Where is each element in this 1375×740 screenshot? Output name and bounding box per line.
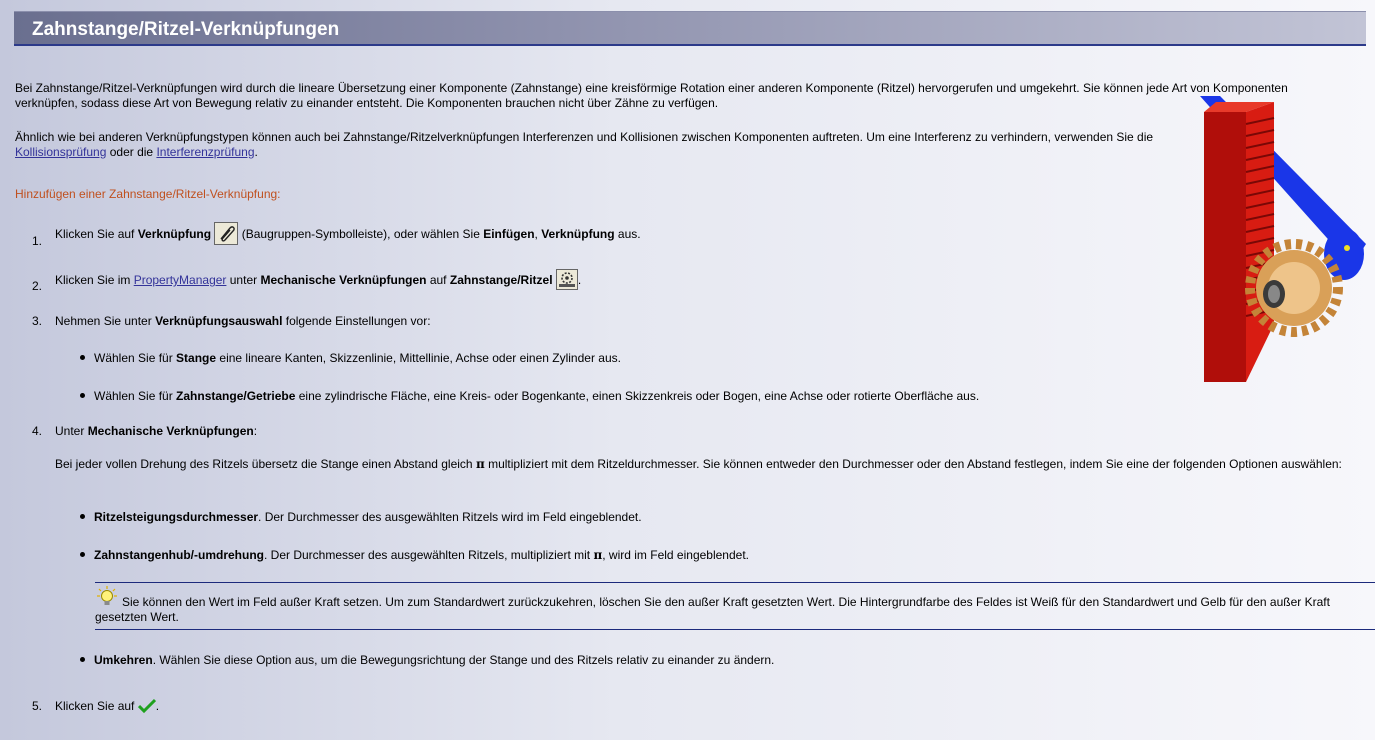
step-3-bullet-2 [94, 389, 979, 403]
mechanical-mates-label: Mechanische Verknüpfungen [87, 424, 254, 438]
rack-pinion-icon[interactable] [556, 269, 578, 290]
option-text: . Der Durchmesser des ausgewählten Ritzels, multipliziert mit [264, 548, 594, 562]
step-1-mate-label: Verknüpfung [137, 226, 212, 241]
step-2-number: 2. [32, 279, 43, 293]
step-5-number: 5. [32, 699, 43, 713]
step-4-end: : [253, 424, 258, 438]
section-heading: Hinzufügen einer Zahnstange/Ritzel-Verknüpfung: [15, 187, 281, 201]
mate-menu-label: Verknüpfung [541, 226, 615, 241]
bullet-text-end: eine zylindrische Fläche, eine Kreis- oder Bogenkante, einen Skizzenkreis oder Bogen, eine Achse oder rotierte Oberfläche aus. [295, 389, 980, 403]
collision-check-link[interactable]: Kollisionsprüfung [15, 145, 107, 159]
option-text-end: , wird im Feld eingeblendet. [602, 548, 749, 562]
step-5-text: Klicken Sie auf [55, 698, 138, 713]
interference-check-link[interactable]: Interferenzprüfung [156, 145, 255, 159]
step-4-para-text: Bei jeder vollen Drehung des Ritzels übersetz die Stange einen Abstand gleich [55, 457, 476, 471]
step-1-number: 1. [32, 234, 43, 248]
option-reverse [94, 653, 774, 667]
step-5 [55, 693, 159, 718]
rack-travel-label: Zahnstangenhub/-umdrehung [94, 548, 264, 562]
step-4-paragraph [55, 457, 1355, 472]
step-2-mid2: auf [426, 272, 450, 287]
intro-p2-end: . [254, 145, 258, 159]
step-1-text: Klicken Sie auf [55, 226, 138, 241]
step-4 [55, 424, 257, 438]
step-1-mid: (Baugruppen-Symbolleiste), oder wählen Sie [238, 226, 484, 241]
step-2-mid: unter [226, 272, 261, 287]
option-text: . Der Durchmesser des ausgewählten Ritzels wird im Feld eingeblendet. [258, 510, 642, 524]
intro-paragraph-1: Bei Zahnstange/Ritzel-Verknüpfungen wird durch die lineare Übersetzung einer Komponente (Zahnstange) eine kreisförmige Rotation einer anderen Komponente (Ritzel) hervorgerufen und umgekehrt. Sie können jede Art von Komponenten verknüpfen, sodass diese Art von Bewegung relativ zu einander entsteht. Die Komponenten brauchen nicht über Zähne zu verfügen. [15, 81, 1288, 110]
rack-gear-label: Zahnstange/Getriebe [176, 389, 296, 403]
step-3-bullet-1 [94, 351, 621, 365]
option-text: . Wählen Sie diese Option aus, um die Bewegungsrichtung der Stange und des Ritzels relativ zu einander zu ändern. [152, 653, 775, 667]
note-bottom-border [95, 629, 1375, 630]
rack-label: Stange [176, 351, 217, 365]
bullet-dot [80, 657, 85, 662]
intro-p2-text: Ähnlich wie bei anderen Verknüpfungstypen können auch bei Zahnstange/Ritzelverknüpfungen Interferenzen und Kollisionen zwischen Komponenten auftreten. Um eine Interferenz zu verhindern, verwenden Sie die [15, 130, 1154, 144]
insert-menu-label: Einfügen [483, 226, 535, 241]
step-4-number: 4. [32, 424, 43, 438]
intro-paragraph-2 [15, 130, 1165, 160]
step-3-end: folgende Einstellungen vor: [282, 314, 431, 328]
bullet-dot [80, 552, 85, 557]
option-rack-travel [94, 548, 749, 562]
rack-body [1204, 112, 1246, 382]
title-bar [14, 11, 1366, 46]
step-1 [55, 222, 641, 245]
bullet-dot [80, 514, 85, 519]
rack-pinion-illustration [1196, 94, 1371, 384]
page-title: Zahnstange/Ritzel-Verknüpfungen [32, 19, 340, 40]
step-2 [55, 268, 581, 291]
intro-p2-mid: oder die [106, 145, 157, 159]
step-3-number: 3. [32, 314, 43, 328]
mechanical-mates-label: Mechanische Verknüpfungen [260, 272, 427, 287]
step-1-end: aus. [614, 226, 641, 241]
bullet-text: Wählen Sie für [94, 389, 177, 403]
green-checkmark-icon[interactable] [138, 698, 156, 714]
pi-symbol: π [475, 457, 485, 471]
reverse-label: Umkehren [94, 653, 153, 667]
step-2-text: Klicken Sie im [55, 272, 134, 287]
step-3 [55, 314, 431, 328]
step-5-end: . [155, 698, 160, 713]
rack-pinion-label: Zahnstange/Ritzel [449, 272, 553, 287]
step-2-end: . [577, 272, 582, 287]
property-manager-link[interactable]: PropertyManager [133, 272, 227, 287]
hub-pin [1344, 245, 1350, 251]
tip-text: Sie können den Wert im Feld außer Kraft setzen. Um zum Standardwert zurückzukehren, löschen Sie den außer Kraft gesetzten Wert. Die Hintergrundfarbe des Feldes ist Weiß für den Standardwert und Gelb für den außer Kraft gesetzten Wert. [95, 595, 1330, 624]
pitch-diameter-label: Ritzelsteigungsdurchmesser [94, 510, 259, 524]
note-top-border [95, 582, 1375, 583]
step-1-sep: , [534, 226, 542, 241]
option-pitch-diameter [94, 510, 642, 524]
step-3-text: Nehmen Sie unter [55, 314, 156, 328]
mate-selection-label: Verknüpfungsauswahl [155, 314, 283, 328]
bullet-dot [80, 393, 85, 398]
step-4-para-end: multipliziert mit dem Ritzeldurchmesser. Sie können entweder den Durchmesser oder den Abstand festlegen, indem Sie eine der folgenden Optionen auswählen: [484, 457, 1342, 471]
bullet-text: Wählen Sie für [94, 351, 177, 365]
bullet-text-end: eine lineare Kanten, Skizzenlinie, Mittellinie, Achse oder einen Zylinder aus. [216, 351, 621, 365]
bullet-dot [80, 355, 85, 360]
mate-paperclip-icon[interactable] [214, 222, 238, 245]
pi-symbol: π [593, 548, 603, 562]
step-4-text: Unter [55, 424, 88, 438]
